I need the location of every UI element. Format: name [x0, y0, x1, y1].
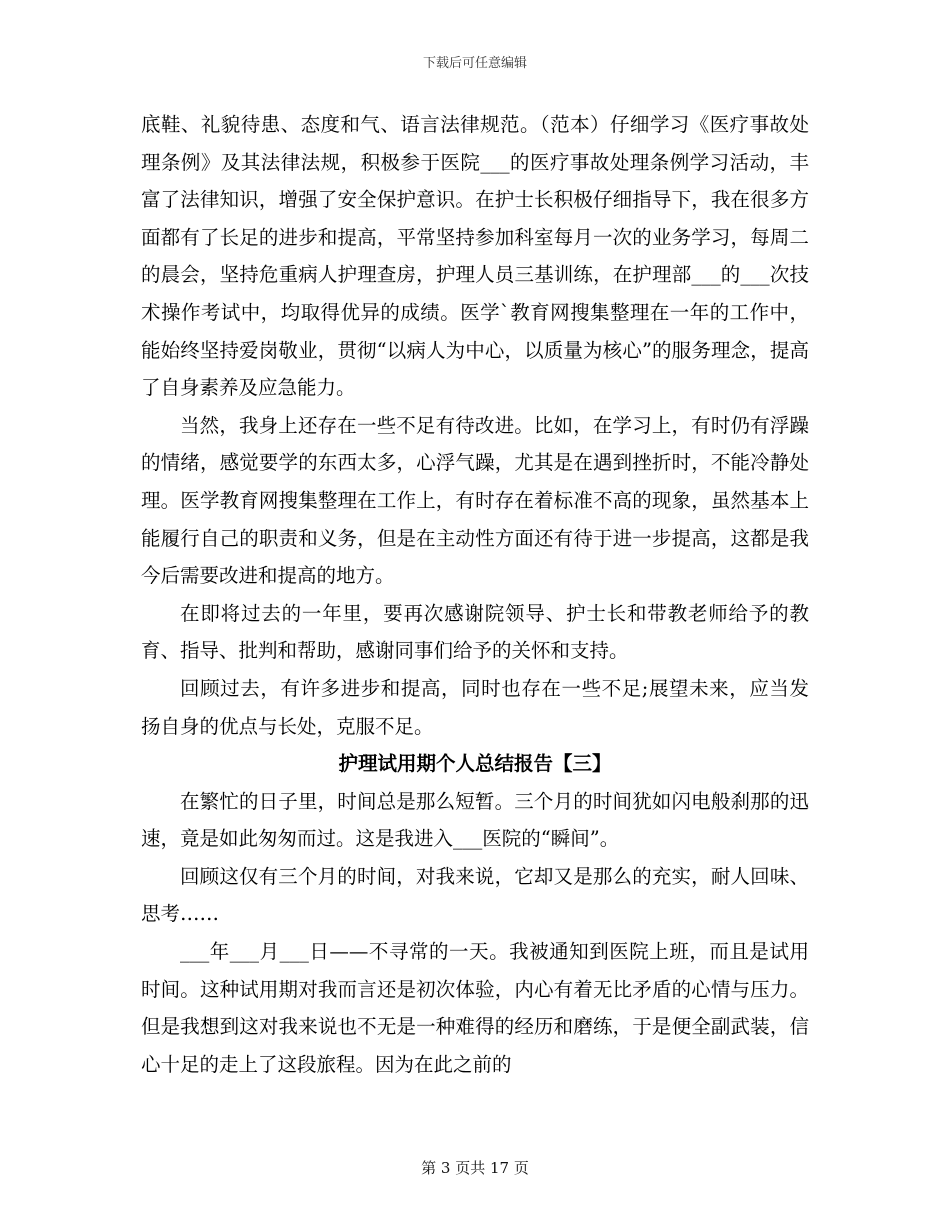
paragraph-2: 当然，我身上还存在一些不足有待改进。比如，在学习上，有时仍有浮躁的情绪，感觉要学的东西太多，心浮气躁，尤其是在遇到挫折时，不能冷静处理。医学教育网搜集整理在工作上，有时存在着标准不高的现象，虽然基本上能履行自己的职责和义务，但是在主动性方面还有待于进一步提高，这都是我今后需要改进和提高的地方。 — [141, 413, 809, 588]
section-title: 护理试用期个人总结报告【三】 — [338, 752, 612, 776]
paragraph-4: 回顾过去，有许多进步和提高，同时也存在一些不足;展望未来，应当发扬自身的优点与长处，克服不足。 — [141, 676, 809, 738]
page-footer: 第 3 页共 17 页 — [421, 1159, 529, 1177]
section-paragraph-1: 在繁忙的日子里，时间总是那么短暂。三个月的时间犹如闪电般刹那的迅速，竟是如此匆匆而过。这是我进入___医院的“瞬间”。 — [141, 789, 809, 851]
section-paragraph-3: ___年___月___日——不寻常的一天。我被通知到医院上班，而且是试用时间。这种试用期对我而言还是初次体验，内心有着无比矛盾的心情与压力。但是我想到这对我来说也不无是一种难得的经历和磨练，于是便全副武装，信心十足的走上了这段旅程。因为在此之前的 — [141, 940, 809, 1076]
paragraph-1: 底鞋、礼貌待患、态度和气、语言法律规范。（范本）仔细学习《医疗事故处理条例》及其法律法规，积极参于医院___的医疗事故处理条例学习活动，丰富了法律知识，增强了安全保护意识。在护士长积极仔细指导下，我在很多方面都有了长足的进步和提高，平常坚持参加科室每月一次的业务学习，每周二的晨会，坚持危重病人护理查房，护理人员三基训练，在护理部___的___次技术操作考试中，均取得优异的成绩。医学`教育网搜集整理在一年的工作中，能始终坚持爱岗敬业，贯彻“以病人为中心，以质量为核心”的服务理念，提高了自身素养及应急能力。 — [141, 113, 809, 400]
document-body — [141, 106, 809, 1083]
section-paragraph-2: 回顾这仅有三个月的时间，对我来说，它却又是那么的充实，耐人回味、思考…… — [141, 864, 809, 926]
page-header: 下载后可任意编辑 — [422, 56, 527, 71]
paragraph-3: 在即将过去的一年里，要再次感谢院领导、护士长和带教老师给予的教育、指导、批判和帮助，感谢同事们给予的关怀和支持。 — [141, 601, 809, 663]
